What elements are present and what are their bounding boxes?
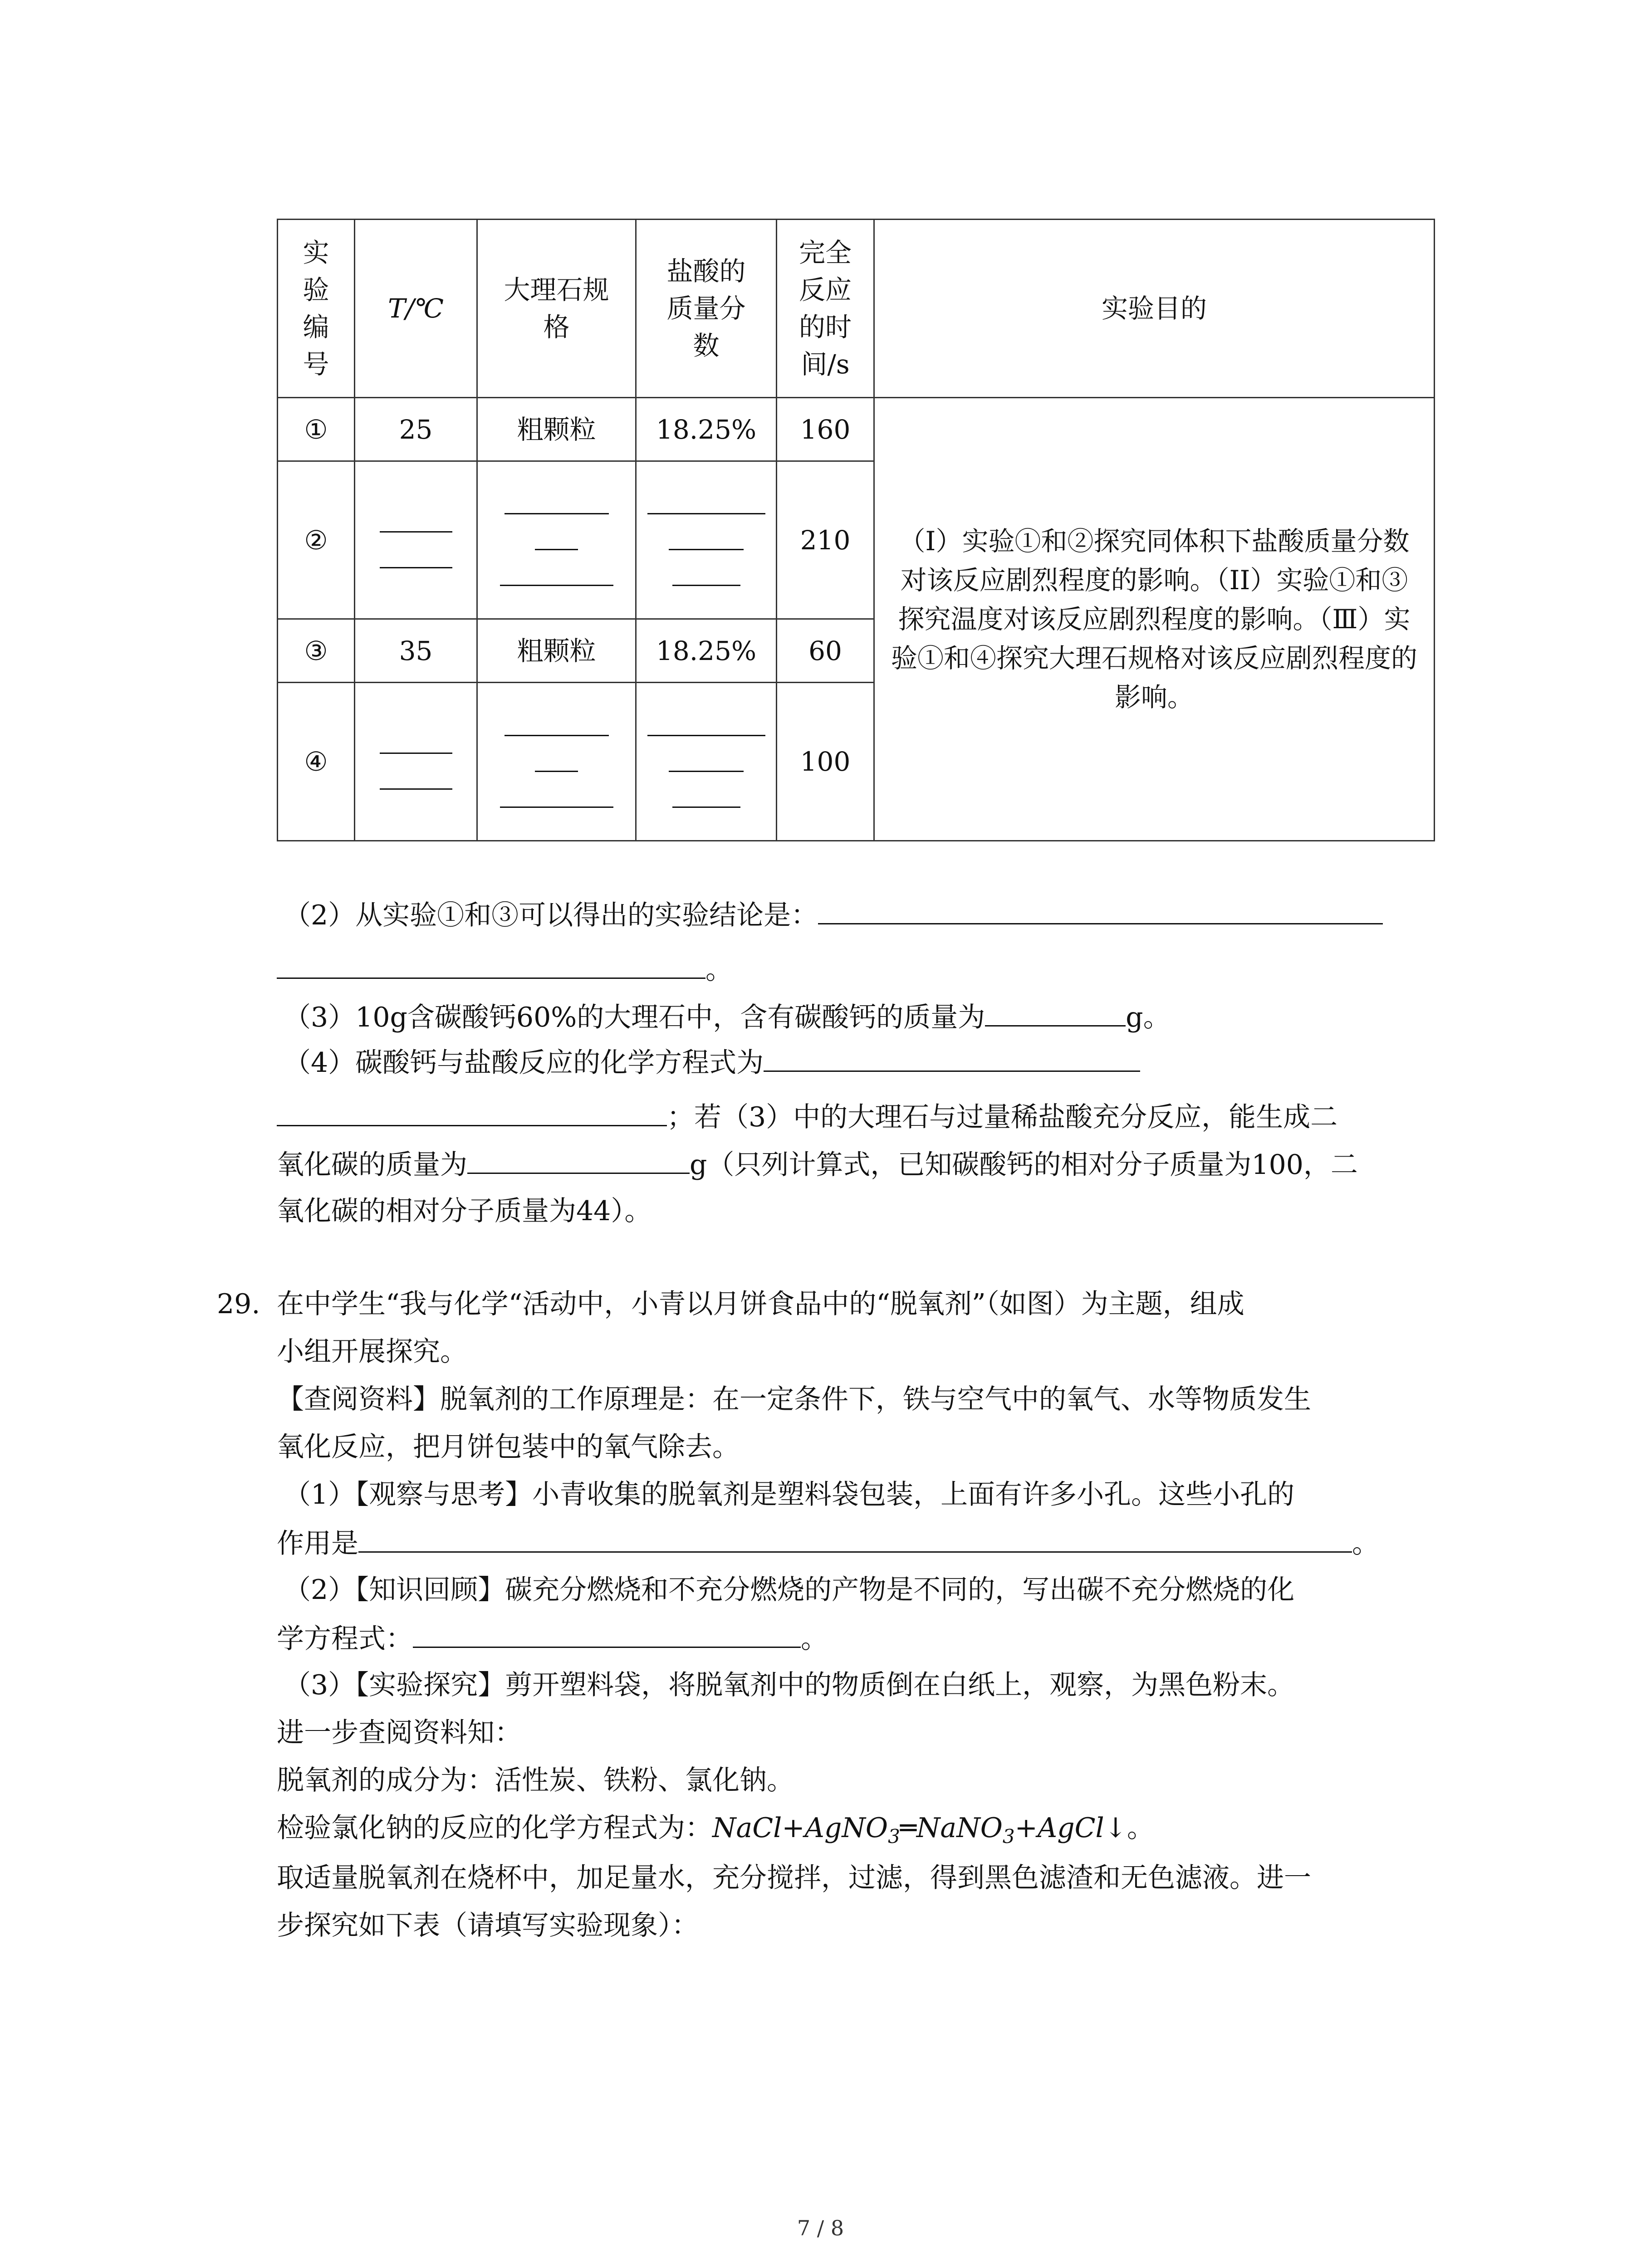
purpose-cell [874, 398, 1435, 841]
answer-blank[interactable] [985, 998, 1126, 1026]
header-experiment-number: 实 验 编 号 [278, 220, 355, 398]
q29-line: （3）【实验探究】剪开塑料袋，将脱氧剂中的物质倒在白纸上，观察，为黑色粉末。 [284, 1669, 1295, 1701]
answer-blank[interactable] [358, 1524, 1352, 1553]
question-3: （3）10g含碳酸钙60%的大理石中，含有碳酸钙的质量为 g。 [284, 998, 1171, 1036]
q29-line: 进一步查阅资料知： [277, 1717, 522, 1749]
row-reaction-time: 210 [777, 461, 874, 619]
row-number: ① [278, 398, 355, 461]
q29-line: 步探究如下表（请填写实验现象）： [277, 1910, 699, 1941]
row-reaction-time: 160 [777, 398, 874, 461]
row-number: ③ [278, 619, 355, 683]
row-number: ② [278, 461, 355, 619]
q29-line: （1）【观察与思考】小青收集的脱氧剂是塑料袋包装，上面有许多小孔。这些小孔的 [284, 1479, 1295, 1510]
blank-marble-spec[interactable] [477, 683, 636, 841]
question-2: （2）从实验①和③可以得出的实验结论是： [284, 896, 1383, 934]
row-temperature: 25 [355, 398, 477, 461]
header-reaction-time: 完全 反应 的时 间/s [777, 220, 874, 398]
answer-blank[interactable] [277, 1098, 667, 1126]
q29-line: 作用是 。 [277, 1524, 1379, 1562]
table-header-row [278, 220, 1435, 398]
header-temperature: T/℃ [355, 220, 477, 398]
q29-equation-line: 检验氯化钠的反应的化学方程式为：NaCl+AgNO$_3$═NaNO$_3$+AgCl↓。 [277, 1812, 1155, 1848]
q29-line: 【查阅资料】脱氧剂的工作原理是：在一定条件下，铁与空气中的氧气、水等物质发生 [277, 1383, 1311, 1415]
row-marble-spec: 粗颗粒 [477, 619, 636, 683]
question-4: （4）碳酸钙与盐酸反应的化学方程式为 [284, 1043, 1140, 1081]
row-acid-fraction: 18.25% [636, 619, 777, 683]
blank-acid-fraction[interactable] [636, 461, 777, 619]
q29-line: 学方程式： 。 [277, 1619, 828, 1657]
page-number: 7 / 8 [797, 2216, 844, 2240]
answer-blank[interactable] [277, 950, 705, 979]
blank-acid-fraction[interactable] [636, 683, 777, 841]
question-2-cont: 。 [277, 950, 733, 988]
row-reaction-time: 100 [777, 683, 874, 841]
q29-line: 脱氧剂的成分为：活性炭、铁粉、氯化钠。 [277, 1765, 794, 1796]
blank-marble-spec[interactable] [477, 461, 636, 619]
row-reaction-time: 60 [777, 619, 874, 683]
header-marble-spec: 大理石规 格 [477, 220, 636, 398]
q29-line: 氧化反应，把月饼包装中的氧气除去。 [277, 1431, 740, 1463]
answer-blank[interactable] [818, 896, 1383, 924]
row-number: ④ [278, 683, 355, 841]
answer-blank[interactable] [413, 1619, 801, 1648]
question-4-cont: 氧化碳的质量为 g（只列计算式，已知碳酸钙的相对分子质量为100，二 [277, 1145, 1358, 1183]
chemical-equation: NaCl+AgNO$_3$═NaNO$_3$+AgCl↓ [712, 1812, 1127, 1848]
question-4-cont: 氧化碳的相对分子质量为44）。 [277, 1195, 652, 1227]
q29-line: 取适量脱氧剂在烧杯中，加足量水，充分搅拌，过滤，得到黑色滤渣和无色滤液。进一 [277, 1862, 1311, 1894]
purpose-text: （I）实验①和②探究同体积下盐酸质量分数对该反应剧烈程度的影响。（II）实验①和③探究温度对该反应剧烈程度的影响。（Ⅲ）实验①和④探究大理石规格对该反应剧烈程度的影响。 [891, 526, 1418, 713]
experiment-table [277, 219, 1435, 841]
q29-line: （2）【知识回顾】碳充分燃烧和不充分燃烧的产物是不同的，写出碳不充分燃烧的化 [284, 1574, 1295, 1606]
blank-temperature[interactable] [355, 461, 477, 619]
answer-blank[interactable] [467, 1145, 690, 1174]
header-acid-fraction: 盐酸的 质量分 数 [636, 220, 777, 398]
table-row [278, 398, 1435, 461]
q29-line: 小组开展探究。 [277, 1336, 467, 1368]
row-temperature: 35 [355, 619, 477, 683]
q29-line: 在中学生“我与化学“活动中，小青以月饼食品中的“脱氧剂”（如图）为主题，组成 [277, 1288, 1244, 1320]
blank-temperature[interactable] [355, 683, 477, 841]
question-4-cont: ；若（3）中的大理石与过量稀盐酸充分反应，能生成二 [277, 1098, 1337, 1135]
row-acid-fraction: 18.25% [636, 398, 777, 461]
row-marble-spec: 粗颗粒 [477, 398, 636, 461]
answer-blank[interactable] [764, 1043, 1140, 1072]
question-29-number: 29. [217, 1288, 260, 1320]
header-purpose: 实验目的 [874, 220, 1435, 398]
